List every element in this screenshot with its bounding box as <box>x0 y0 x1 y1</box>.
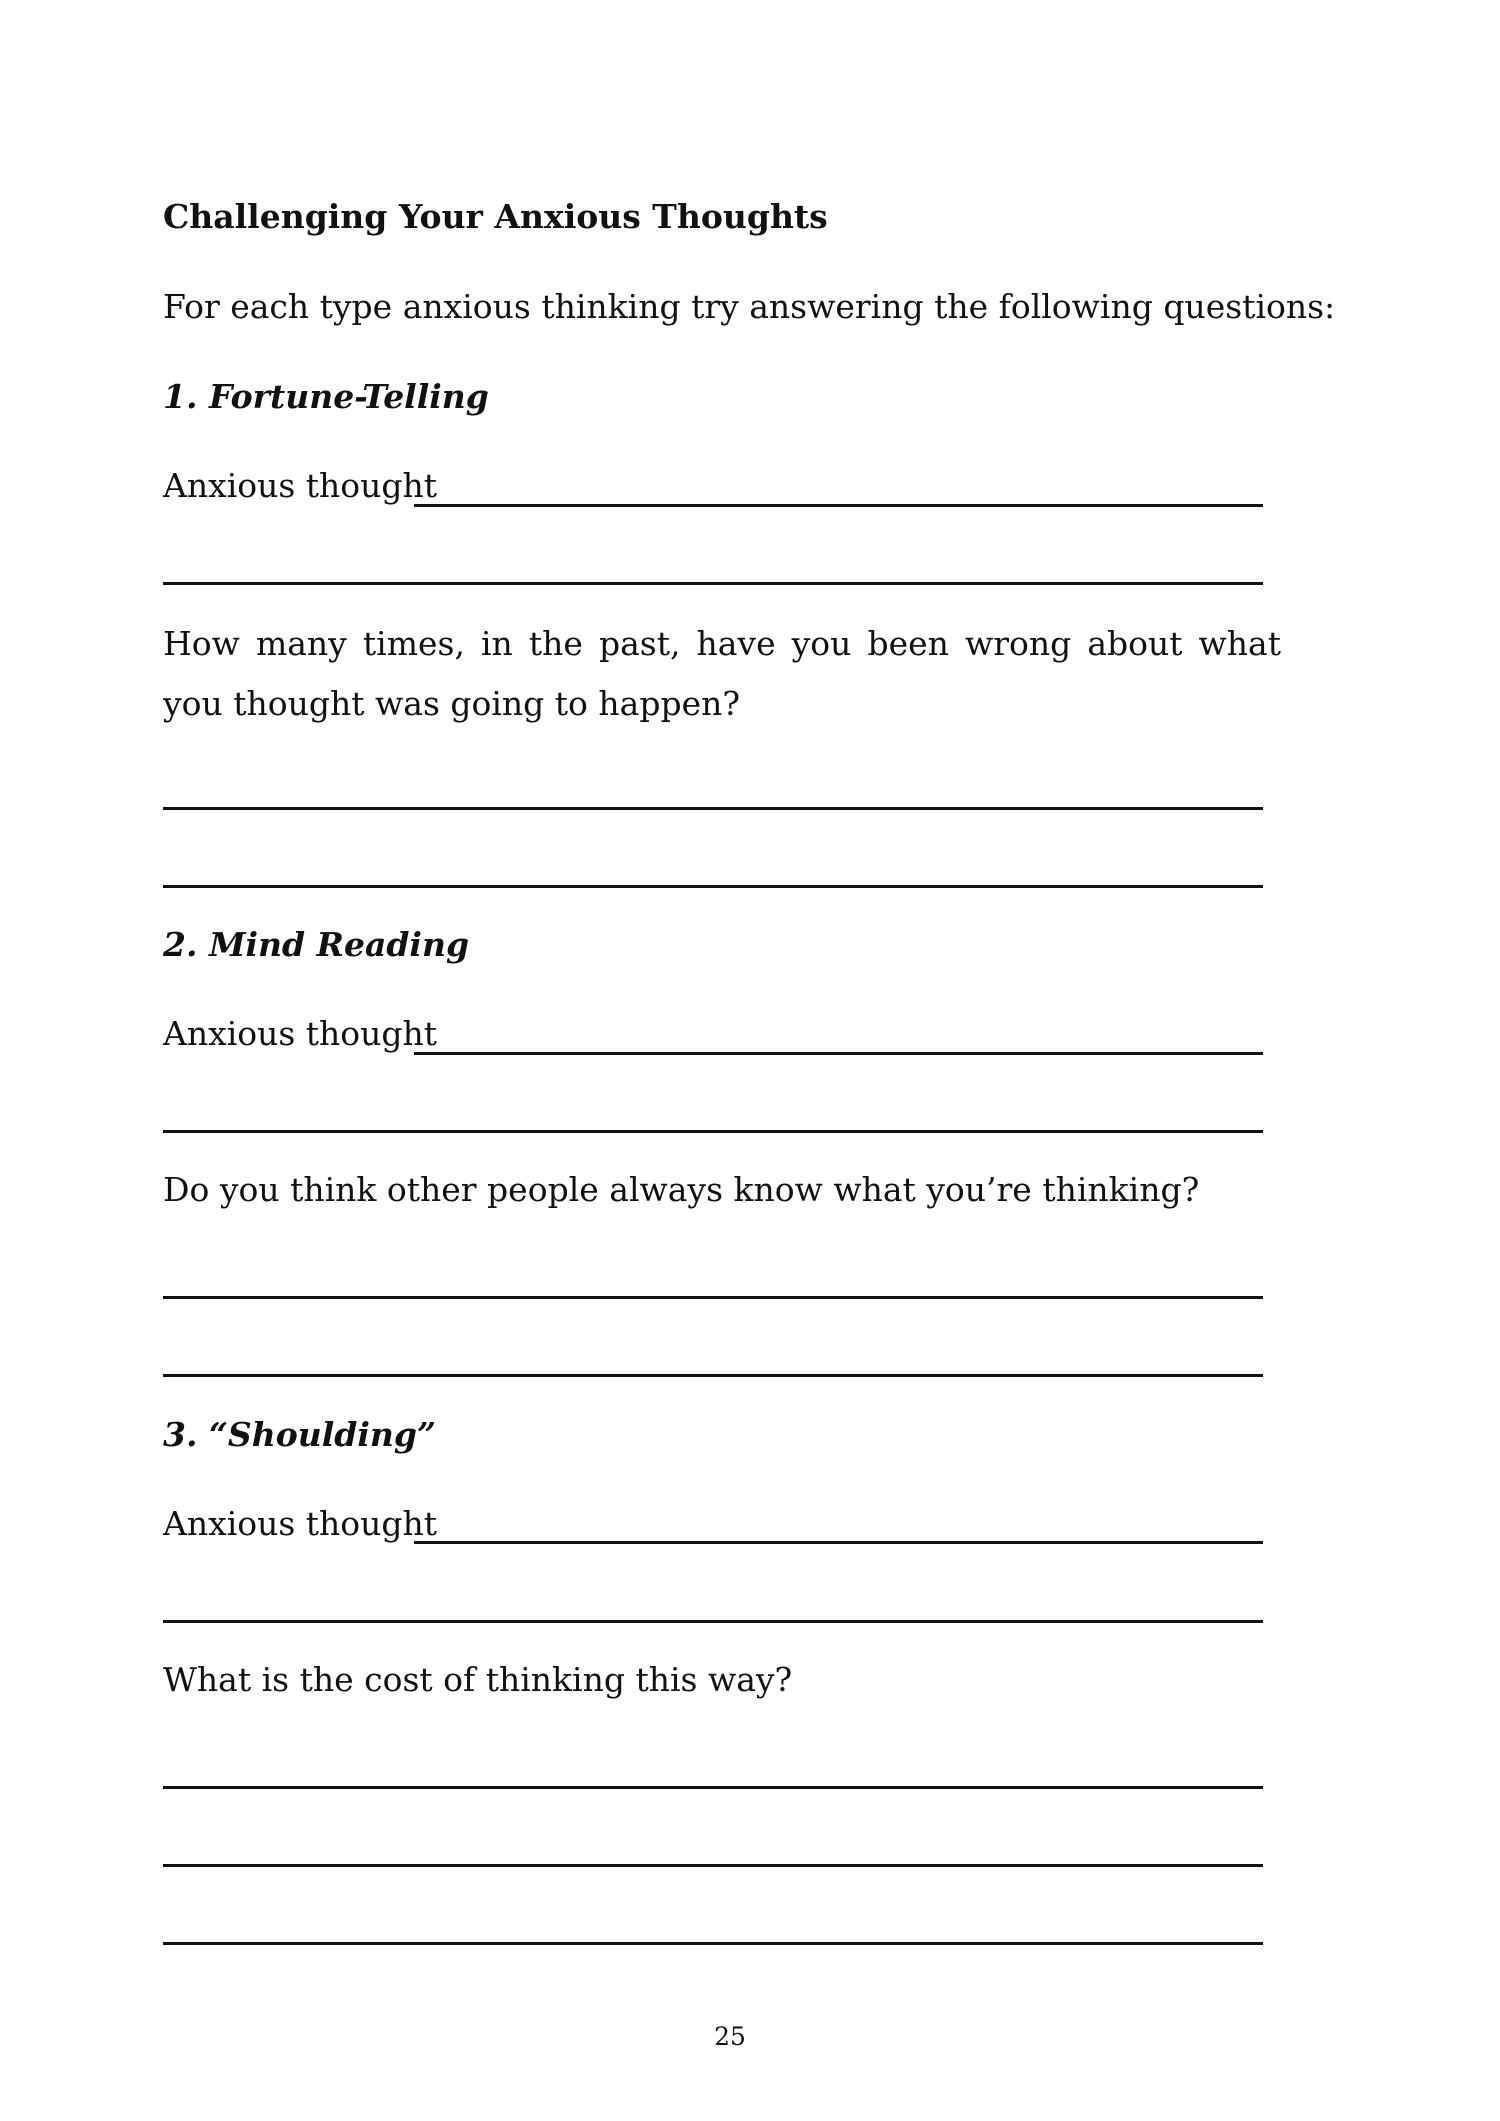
section-heading-mind-reading: 2. Mind Reading <box>163 925 470 964</box>
answer-line[interactable] <box>163 1864 1263 1867</box>
answer-line[interactable] <box>163 1374 1263 1377</box>
section-heading-shoulding: 3. “Shoulding” <box>163 1415 436 1454</box>
answer-line[interactable] <box>163 1786 1263 1789</box>
answer-line[interactable] <box>163 885 1263 888</box>
page-title: Challenging Your Anxious Thoughts <box>163 197 828 236</box>
answer-line[interactable] <box>414 504 1263 507</box>
answer-line[interactable] <box>163 1130 1263 1133</box>
question-text: How many times, in the past, have you been wrong about what you thought was going to happen? <box>163 624 1281 723</box>
answer-line[interactable] <box>414 1052 1263 1055</box>
anxious-thought-label: Anxious thought <box>163 466 438 505</box>
answer-line[interactable] <box>414 1541 1263 1544</box>
section-heading-fortune-telling: 1. Fortune-Telling <box>163 377 489 416</box>
question-text: Do you think other people always know what you’re thinking? <box>163 1170 1200 1209</box>
anxious-thought-label: Anxious thought <box>163 1504 438 1543</box>
answer-line[interactable] <box>163 582 1263 585</box>
page-number: 25 <box>714 2022 746 2051</box>
answer-line[interactable] <box>163 1296 1263 1299</box>
anxious-thought-label: Anxious thought <box>163 1014 438 1053</box>
answer-line[interactable] <box>163 1942 1263 1945</box>
intro-text: For each type anxious thinking try answering the following questions: <box>163 287 1336 326</box>
question-text: What is the cost of thinking this way? <box>163 1660 793 1699</box>
answer-line[interactable] <box>163 1620 1263 1623</box>
answer-line[interactable] <box>163 807 1263 810</box>
